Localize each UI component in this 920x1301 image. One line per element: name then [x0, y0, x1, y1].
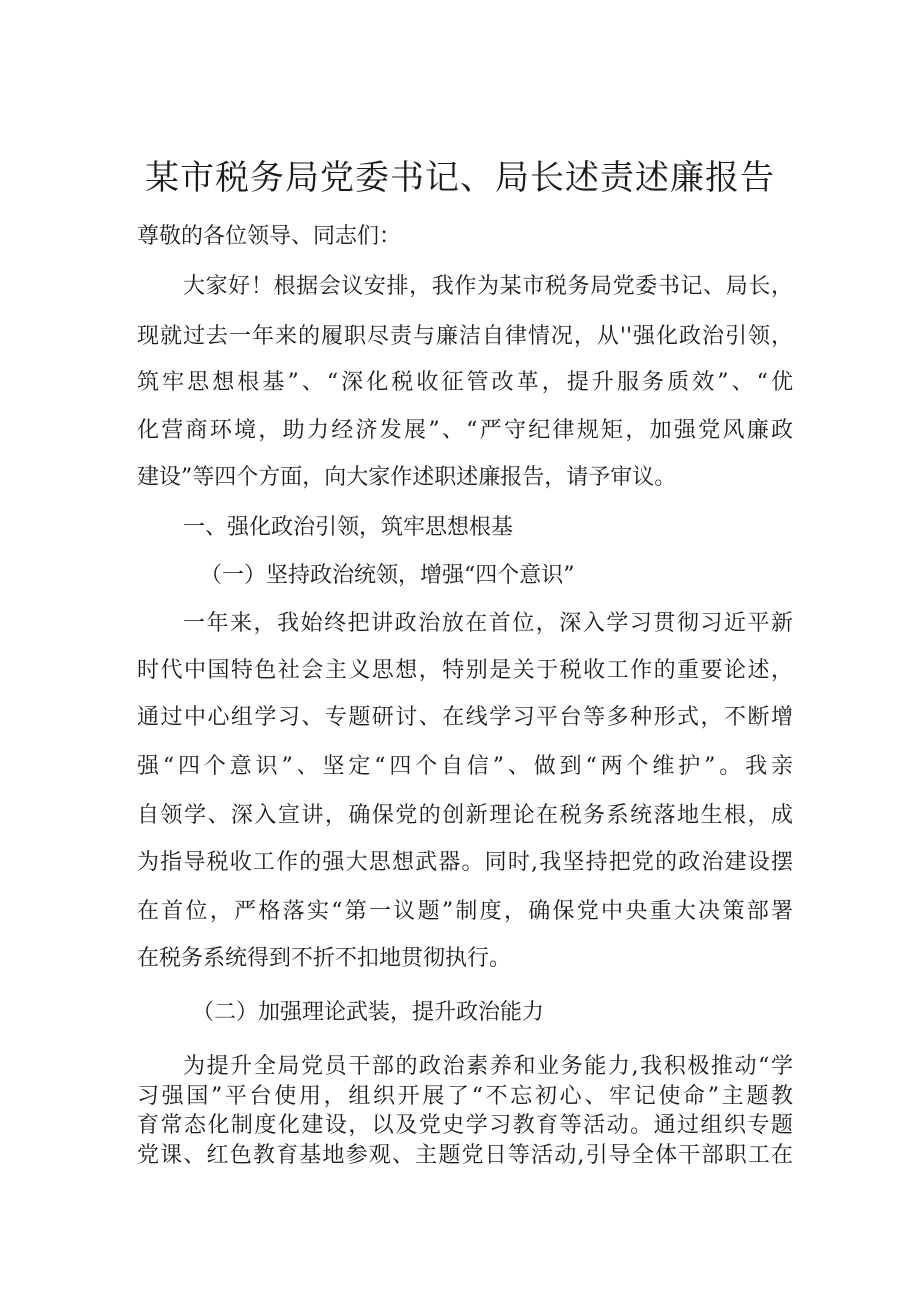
paragraph-line: 习强国”平台使用，组织开展了“不忘初心、牢记使命”主题教	[137, 1084, 793, 1109]
paragraph-line: 一年来，我始终把讲政治放在首位，深入学习贯彻习近平新	[183, 611, 793, 636]
intro-line: 大家好！根据会议安排，我作为某市税务局党委书记、局长，	[183, 274, 793, 299]
paragraph-line: 强“四个意识”、坚定“四个自信”、做到“两个维护”。我亲	[137, 754, 793, 779]
document-title: 某市税务局党委书记、局长述责述廉报告	[145, 158, 775, 198]
paragraph-line: 在税务系统得到不折不扣地贯彻执行。	[137, 946, 512, 971]
sub-heading: （一）坚持政治统领，增强“四个意识”	[200, 563, 575, 588]
paragraph-line: 通过中心组学习、专题研讨、在线学习平台等多种形式，不断增	[137, 705, 793, 730]
intro-line: 现就过去一年来的履职尽责与廉洁自律情况，从''强化政治引领，	[137, 324, 793, 349]
salutation: 尊敬的各位领导、同志们：	[137, 224, 402, 249]
paragraph-line: 党课、红色教育基地参观、主题党日等活动,引导全体干部职工在	[137, 1143, 793, 1168]
section-heading: 一、强化政治引领，筑牢思想根基	[183, 515, 514, 540]
paragraph-line: 为提升全局党员干部的政治素养和业务能力,我积极推动“学	[183, 1054, 793, 1079]
intro-line: 化营商环境，助力经济发展”、“严守纪律规矩，加强党风廉政	[137, 418, 793, 443]
paragraph-line: 育常态化制度化建设，以及党史学习教育等活动。通过组织专题	[137, 1113, 793, 1138]
intro-line: 筑牢思想根基”、“深化税收征管改革，提升服务质效”、“优	[137, 370, 793, 395]
paragraph-line: 为指导税收工作的强大思想武器。同时,我坚持把党的政治建设摆	[137, 850, 793, 875]
paragraph-line: 时代中国特色社会主义思想，特别是关于税收工作的重要论述，	[137, 658, 793, 683]
paragraph-line: 自领学、深入宣讲，确保党的创新理论在税务系统落地生根，成	[137, 803, 793, 828]
intro-line: 建设”等四个方面，向大家作述职述廉报告，请予审议。	[137, 465, 677, 490]
paragraph-line: 在首位，严格落实“第一议题”制度，确保党中央重大决策部署	[137, 899, 793, 924]
sub-heading: （二）加强理论武装，提升政治能力	[192, 1000, 545, 1025]
